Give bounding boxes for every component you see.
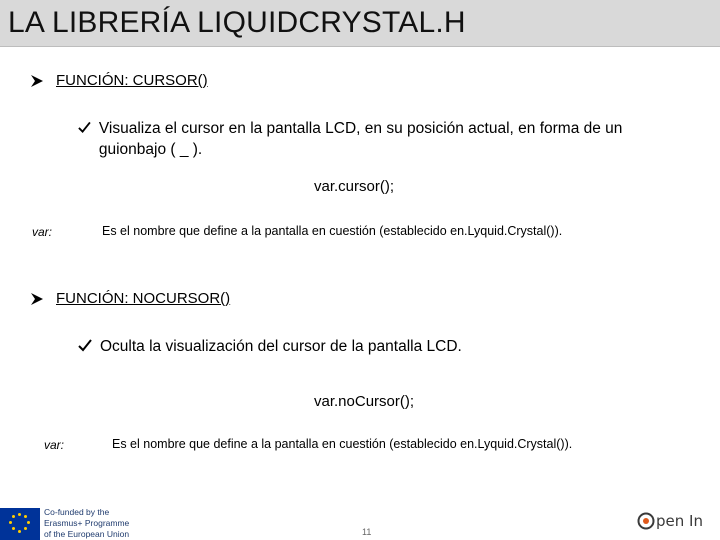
page-title: LA LIBRERÍA LIQUIDCRYSTAL.H — [8, 6, 466, 39]
eu-flag-icon — [0, 508, 40, 540]
code-syntax: var.cursor(); — [314, 178, 395, 195]
list-item — [78, 336, 678, 357]
check-bullet-icon — [78, 338, 92, 352]
open-in-logo-icon — [637, 512, 655, 530]
var-description: Es el nombre que define a la pantalla en cuestión (establecido en.Lyquid.Crystal()). — [102, 224, 563, 238]
eu-funding-text — [44, 507, 129, 540]
eu-line: of the European Union — [44, 529, 130, 539]
eu-line: Co-funded by the — [44, 507, 110, 517]
var-description: Es el nombre que define a la pantalla en cuestión (establecido en.Lyquid.Crystal()). — [112, 437, 573, 451]
page-number: 11 — [362, 527, 372, 537]
code-syntax: var.noCursor(); — [314, 393, 415, 410]
var-label: var: — [44, 438, 65, 452]
list-item-text: Visualiza el cursor en la pantalla LCD, en su posición actual, en forma de un guionbajo ( _ ). — [98, 120, 623, 158]
logo-text: pen In — [656, 512, 703, 530]
eu-line: Erasmus+ Programme — [44, 518, 130, 528]
section-heading: FUNCIÓN: CURSOR() — [56, 72, 208, 89]
var-label: var: — [32, 225, 53, 239]
section-heading: FUNCIÓN: NOCURSOR() — [56, 290, 231, 307]
title-bar — [0, 0, 720, 47]
section-heading-row — [30, 72, 208, 90]
arrow-bullet-icon — [30, 292, 44, 306]
list-item-text: Oculta la visualización del cursor de la pantalla LCD. — [100, 338, 462, 355]
arrow-bullet-icon — [30, 74, 44, 88]
list-item — [78, 118, 678, 160]
check-bullet-icon — [78, 120, 91, 134]
section-heading-row — [30, 290, 230, 308]
